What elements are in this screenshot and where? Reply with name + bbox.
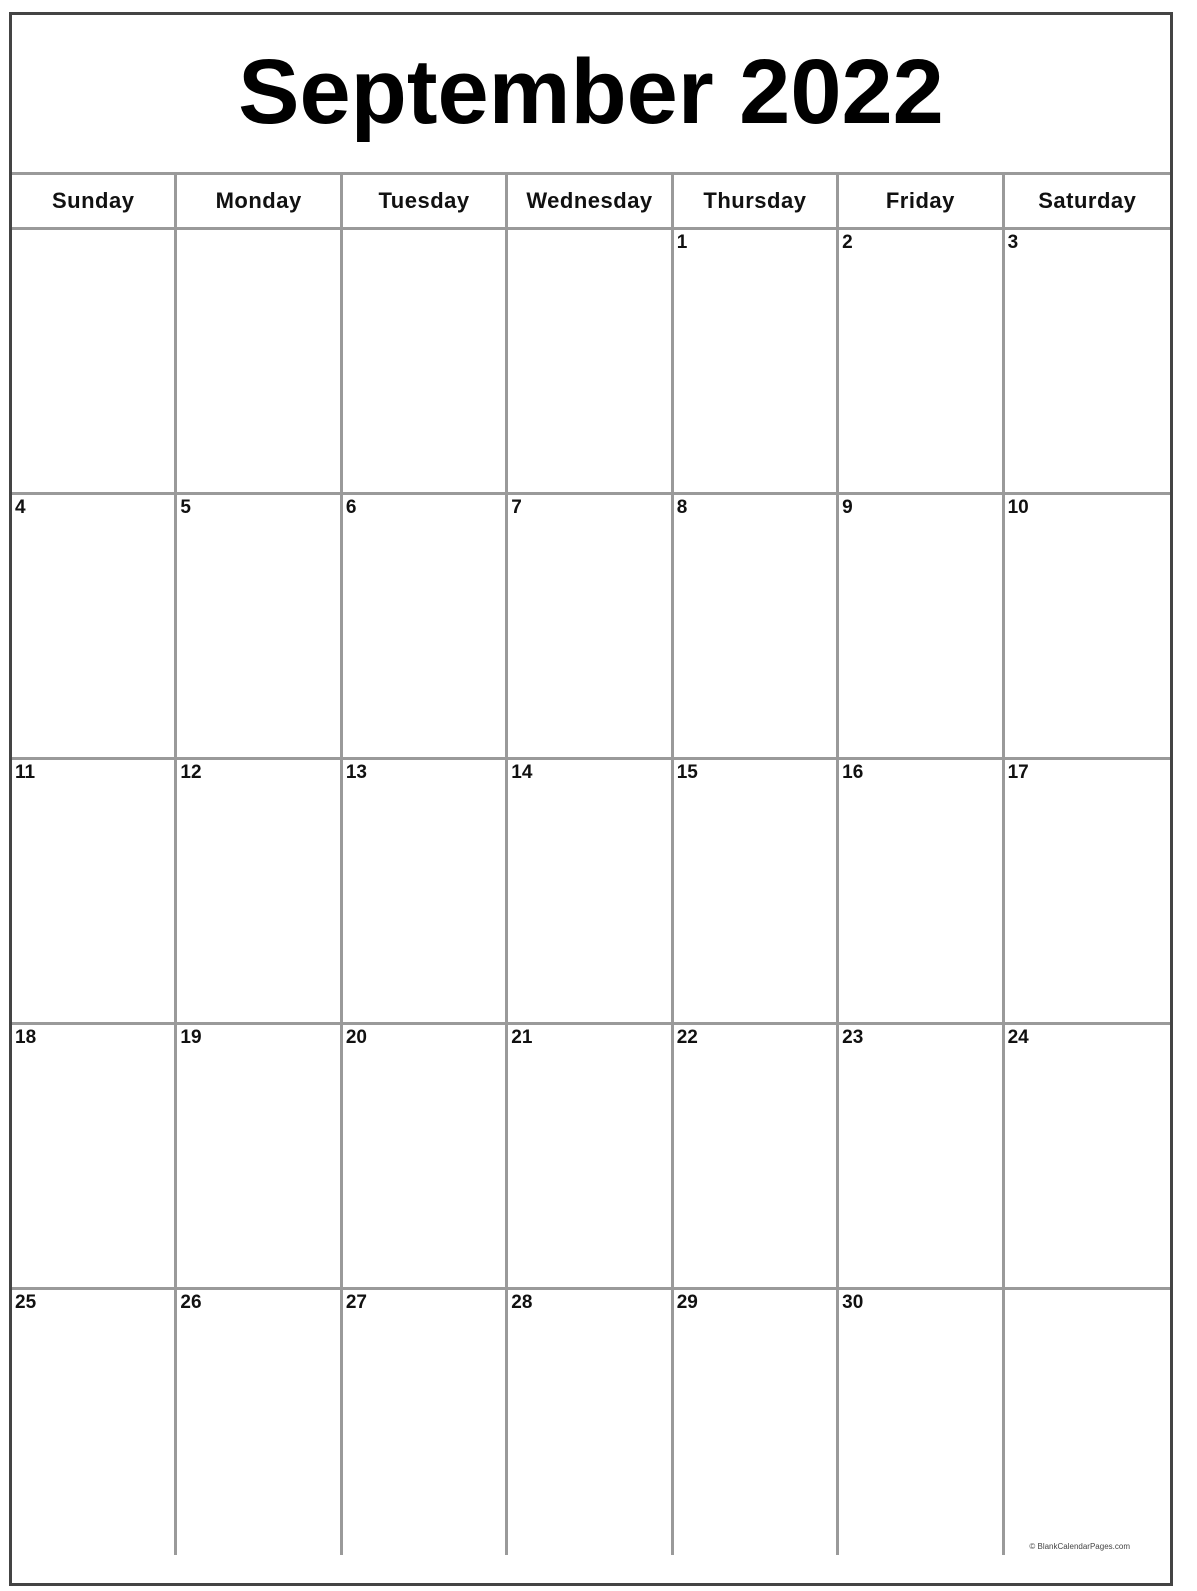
day-number: 16 bbox=[842, 762, 864, 783]
day-cell bbox=[177, 495, 342, 760]
day-number: 6 bbox=[345, 497, 357, 518]
day-cell bbox=[1005, 230, 1170, 495]
day-number: 1 bbox=[676, 232, 688, 253]
day-number: 28 bbox=[511, 1292, 533, 1313]
week-row-1 bbox=[12, 230, 1170, 495]
day-cell bbox=[12, 230, 177, 495]
week-row-2 bbox=[12, 495, 1170, 760]
day-number: 14 bbox=[511, 762, 533, 783]
weekday-tuesday: Tuesday bbox=[343, 175, 508, 230]
weekday-sunday: Sunday bbox=[12, 175, 177, 230]
day-number: 20 bbox=[345, 1027, 367, 1048]
day-number: 19 bbox=[180, 1027, 202, 1048]
calendar-frame bbox=[9, 12, 1173, 1586]
day-cell bbox=[839, 495, 1004, 760]
day-cell bbox=[674, 230, 839, 495]
day-cell bbox=[177, 1025, 342, 1290]
week-row-5 bbox=[12, 1290, 1170, 1555]
day-cell bbox=[508, 1025, 673, 1290]
day-cell bbox=[674, 1290, 839, 1555]
day-cell bbox=[674, 1025, 839, 1290]
day-cell bbox=[508, 760, 673, 1025]
day-number: 21 bbox=[511, 1027, 533, 1048]
day-cell bbox=[12, 1290, 177, 1555]
day-number: 23 bbox=[842, 1027, 864, 1048]
day-cell bbox=[177, 760, 342, 1025]
day-number: 27 bbox=[345, 1292, 367, 1313]
day-number: 30 bbox=[842, 1292, 864, 1313]
day-number: 13 bbox=[345, 762, 367, 783]
day-cell bbox=[343, 230, 508, 495]
day-number: 9 bbox=[842, 497, 853, 518]
week-row-4 bbox=[12, 1025, 1170, 1290]
day-number: 8 bbox=[676, 497, 688, 518]
title-box bbox=[12, 15, 1170, 175]
day-cell bbox=[343, 760, 508, 1025]
day-cell bbox=[343, 495, 508, 760]
day-cell bbox=[839, 1290, 1004, 1555]
weekday-thursday: Thursday bbox=[674, 175, 839, 230]
day-number: 3 bbox=[1007, 232, 1019, 253]
day-number: 4 bbox=[15, 497, 26, 518]
weekday-header-row bbox=[12, 175, 1170, 230]
day-number: 29 bbox=[676, 1292, 698, 1313]
day-cell bbox=[1005, 495, 1170, 760]
copyright-text: © BlankCalendarPages.com bbox=[1029, 1542, 1130, 1551]
day-cell bbox=[12, 1025, 177, 1290]
calendar-grid bbox=[12, 175, 1170, 1555]
day-cell bbox=[1005, 1025, 1170, 1290]
day-cell bbox=[508, 230, 673, 495]
day-number: 10 bbox=[1007, 497, 1029, 518]
day-number: 2 bbox=[842, 232, 853, 253]
day-cell bbox=[674, 495, 839, 760]
day-cell bbox=[177, 230, 342, 495]
day-cell bbox=[508, 1290, 673, 1555]
day-cell bbox=[343, 1290, 508, 1555]
day-number: 25 bbox=[15, 1292, 37, 1313]
day-cell bbox=[839, 760, 1004, 1025]
weekday-friday: Friday bbox=[839, 175, 1004, 230]
day-cell bbox=[839, 1025, 1004, 1290]
day-number: 11 bbox=[15, 762, 36, 783]
day-cell bbox=[508, 495, 673, 760]
day-cell bbox=[12, 760, 177, 1025]
day-cell bbox=[1005, 760, 1170, 1025]
day-cell bbox=[177, 1290, 342, 1555]
weekday-monday: Monday bbox=[177, 175, 342, 230]
calendar-title: September 2022 bbox=[238, 40, 944, 143]
day-number: 26 bbox=[180, 1292, 202, 1313]
day-cell bbox=[839, 230, 1004, 495]
weekday-saturday: Saturday bbox=[1005, 175, 1170, 230]
day-number: 7 bbox=[511, 497, 522, 518]
day-number: 5 bbox=[180, 497, 191, 518]
week-row-3 bbox=[12, 760, 1170, 1025]
day-cell bbox=[674, 760, 839, 1025]
day-number: 22 bbox=[676, 1027, 698, 1048]
day-number: 12 bbox=[180, 762, 202, 783]
day-number: 17 bbox=[1007, 762, 1029, 783]
day-cell bbox=[1005, 1290, 1170, 1555]
day-number: 15 bbox=[676, 762, 698, 783]
weekday-wednesday: Wednesday bbox=[508, 175, 673, 230]
day-cell bbox=[343, 1025, 508, 1290]
day-number: 18 bbox=[15, 1027, 37, 1048]
day-cell bbox=[12, 495, 177, 760]
day-number: 24 bbox=[1007, 1027, 1029, 1048]
